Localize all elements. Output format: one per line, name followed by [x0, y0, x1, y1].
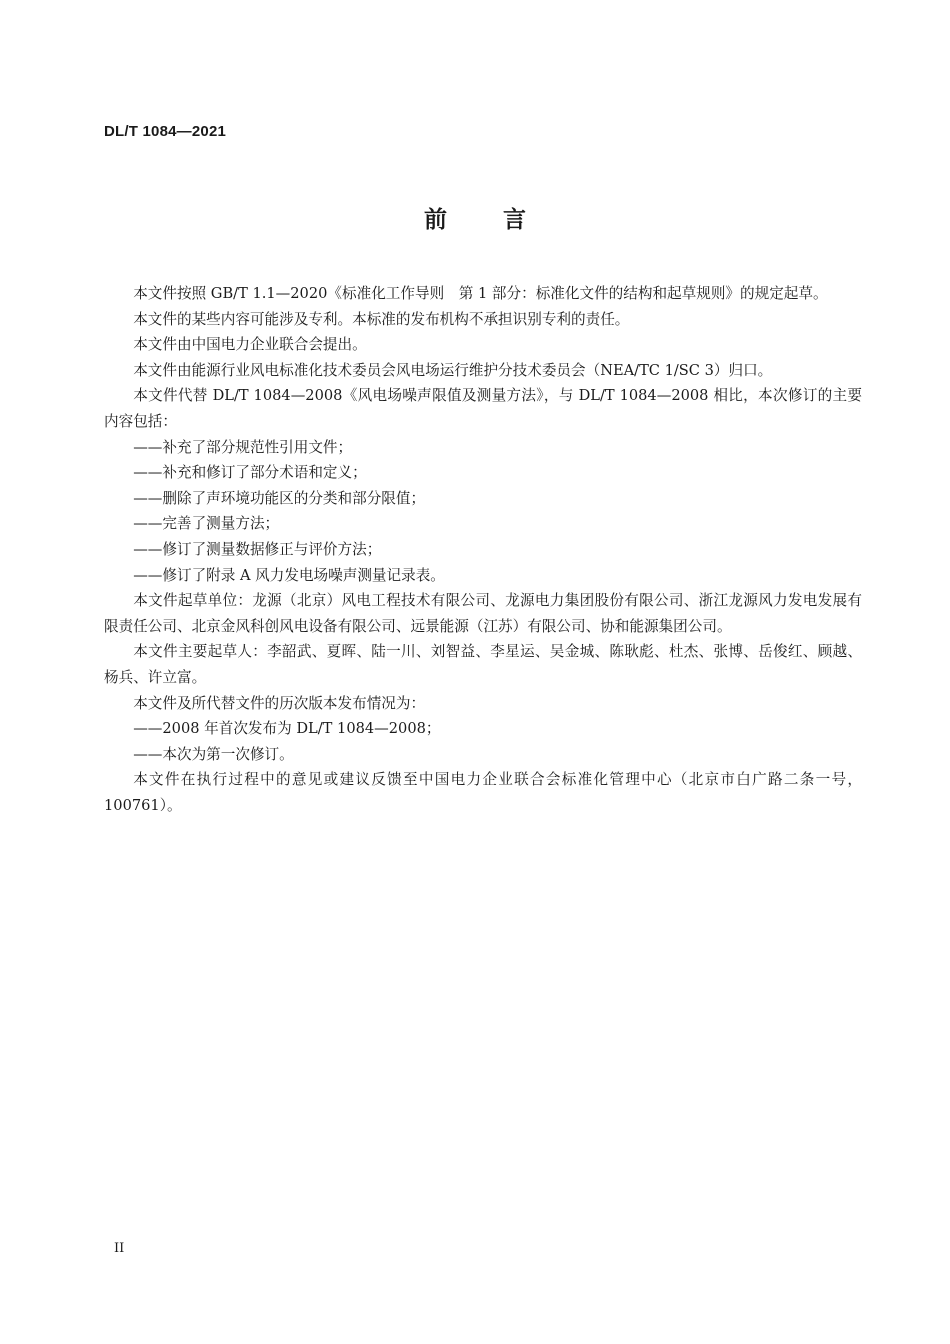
- list-item-change: ——修订了测量数据修正与评价方法；: [133, 540, 382, 558]
- paragraph-patent: 本文件的某些内容可能涉及专利。本标准的发布机构不承担识别专利的责任。: [133, 310, 630, 328]
- list-item-change: ——补充了部分规范性引用文件；: [133, 438, 353, 456]
- document-code: DL/T 1084—2021: [104, 123, 227, 140]
- list-item-change: ——完善了测量方法；: [133, 515, 280, 533]
- preface-body: [104, 281, 862, 818]
- paragraph-drafters: 本文件主要起草人：李韶武、夏晖、陆一川、刘智益、李星运、吴金城、陈耿彪、杜杰、张博、岳俊红、顾越、杨兵、许立富。: [104, 643, 862, 686]
- paragraph-history-intro: 本文件及所代替文件的历次版本发布情况为：: [133, 694, 426, 712]
- paragraph-drafting-rules: 本文件按照 GB/T 1.1—2020《标准化工作导则 第 1 部分：标准化文件的结构和起草规则》的规定起草。: [133, 285, 828, 302]
- list-item-history: ——2008 年首次发布为 DL/T 1084—2008；: [133, 720, 441, 738]
- list-item-change: ——补充和修订了部分术语和定义；: [133, 464, 367, 482]
- page-title: [0, 201, 950, 234]
- paragraph-drafting-units: 本文件起草单位：龙源（北京）风电工程技术有限公司、龙源电力集团股份有限公司、浙江龙源风力发电发展有限责任公司、北京金风科创风电设备有限公司、远景能源（江苏）有限公司、协和能源集团公司。: [104, 592, 862, 635]
- page-number: II: [114, 1241, 125, 1256]
- title-char-1: 前: [424, 207, 447, 233]
- paragraph-replacement: 本文件代替 DL/T 1084—2008《风电场噪声限值及测量方法》，与 DL/T 1084—2008 相比，本次修订的主要内容包括：: [104, 387, 862, 430]
- title-char-2: 言: [503, 207, 526, 233]
- list-item-change: ——删除了声环境功能区的分类和部分限值；: [133, 489, 426, 507]
- list-item-history: ——本次为第一次修订。: [133, 745, 294, 763]
- paragraph-committee: 本文件由能源行业风电标准化技术委员会风电场运行维护分技术委员会（NEA/TC 1/SC 3）归口。: [133, 361, 773, 379]
- paragraph-proposer: 本文件由中国电力企业联合会提出。: [133, 336, 367, 354]
- list-item-change: ——修订了附录 A 风力发电场噪声测量记录表。: [133, 566, 445, 584]
- paragraph-feedback: 本文件在执行过程中的意见或建议反馈至中国电力企业联合会标准化管理中心（北京市白广路二条一号，100761）。: [104, 771, 862, 814]
